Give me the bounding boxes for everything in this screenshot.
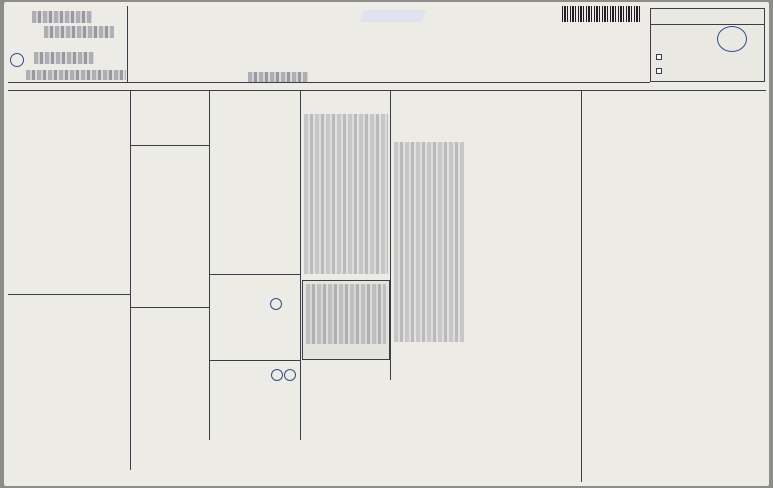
unsatisfactory-option[interactable] bbox=[656, 68, 666, 76]
turns-redacted bbox=[394, 142, 464, 342]
route-value-redacted bbox=[34, 52, 94, 64]
dl-value-redacted bbox=[44, 26, 114, 38]
errors-circle bbox=[717, 26, 747, 52]
unsatisfactory-checkbox[interactable] bbox=[656, 68, 662, 74]
signature-redacted bbox=[248, 72, 308, 82]
barcode bbox=[562, 6, 642, 22]
intersection-scores-redacted bbox=[304, 114, 388, 274]
score-sheet bbox=[4, 2, 769, 486]
date-value-redacted bbox=[32, 11, 92, 23]
name-redacted bbox=[26, 70, 126, 80]
passing-option[interactable] bbox=[656, 54, 666, 62]
dmv-logo bbox=[362, 8, 424, 28]
passing-checkbox[interactable] bbox=[656, 54, 662, 60]
route-circle bbox=[10, 53, 24, 67]
evaluation-result-box bbox=[650, 8, 765, 82]
